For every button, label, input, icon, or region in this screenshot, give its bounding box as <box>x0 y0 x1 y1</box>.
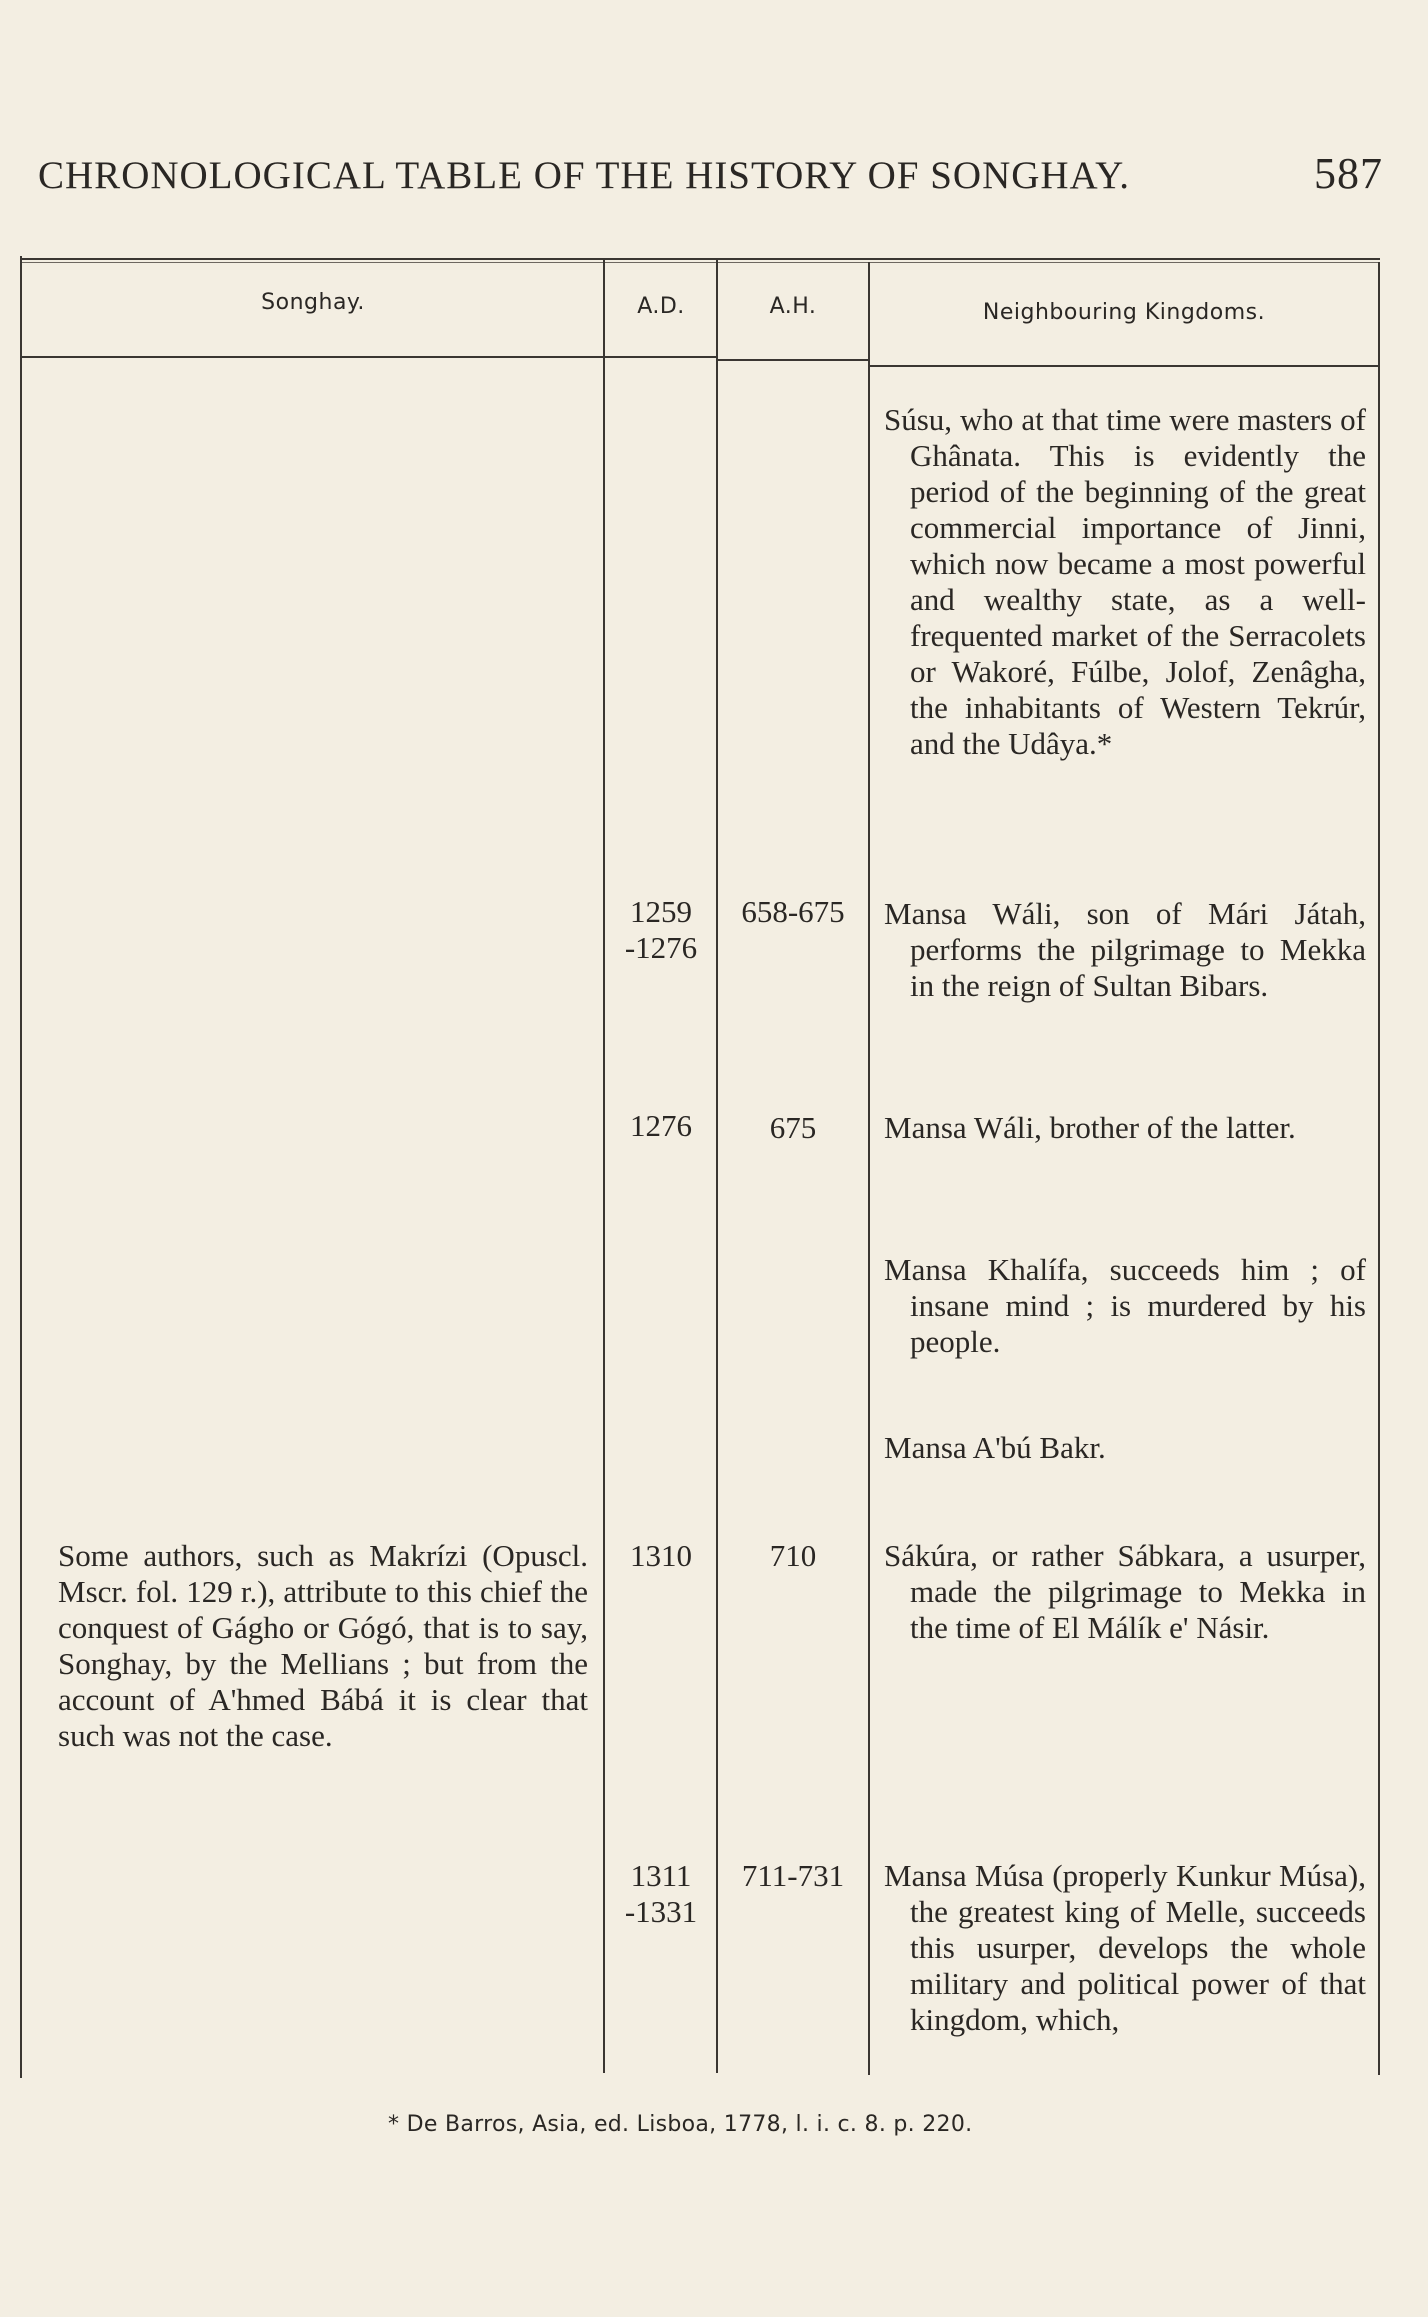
column-header-neighbouring: Neighbouring Kingdoms. <box>982 300 1266 325</box>
column-rule-1 <box>603 260 605 2073</box>
row-6-ad-start: 1311 <box>630 1858 692 1893</box>
row-4-neighbouring: Mansa A'bú Bakr. <box>884 1430 1106 1465</box>
table-top-rule <box>20 258 1380 260</box>
column-rule-left <box>20 256 22 2078</box>
row-5-ad: 1310 <box>630 1538 692 1573</box>
row-5-neighbouring: Sákúra, or rather Sábkara, a usurper, made the pilgrimage to Mekka in the time of El Málík e' Násir. <box>884 1538 1366 1645</box>
column-header-ad: A.D. <box>637 294 685 319</box>
page-number: 587 <box>1314 149 1383 198</box>
column-header-songhay: Songhay. <box>261 290 365 315</box>
row-1-ad-end: -1276 <box>624 930 698 965</box>
row-1-ah: 658-675 <box>741 894 845 929</box>
row-6-neighbouring: Mansa Músa (properly Kunkur Músa), the greatest king of Melle, succeeds this usurper, develops the whole military and political power of that kingdom, which, <box>884 1858 1366 2037</box>
row-6-ad-end: -1331 <box>624 1894 698 1929</box>
column-rule-2 <box>716 260 718 2073</box>
row-2-ah: 675 <box>769 1110 817 1145</box>
row-1-ad <box>606 894 716 966</box>
footnote: * De Barros, Asia, ed. Lisboa, 1778, l. i. c. 8. p. 220. <box>388 2112 973 2137</box>
row-1-neighbouring: Mansa Wáli, son of Mári Játah, performs the pilgrimage to Mekka in the reign of Sultan Bibars. <box>884 896 1366 1003</box>
column-header-ah: A.H. <box>769 294 817 319</box>
header-rule-ad <box>606 356 716 358</box>
row-5-songhay: Some authors, such as Makrízi (Opuscl. Mscr. fol. 129 r.), attribute to this chief the conquest of Gágho or Gógó, that is to say, Songhay, by the Mellians ; but from the account of A'hmed Bábá it is clear that such was not the case. <box>58 1538 588 1753</box>
table-top-rule-thin <box>20 262 1380 263</box>
header-rule-songhay <box>20 356 606 358</box>
row-2-neighbouring: Mansa Wáli, brother of the latter. <box>884 1110 1296 1145</box>
row-1-ad-start: 1259 <box>630 894 692 929</box>
row-3-neighbouring: Mansa Khalífa, succeeds him ; of insane mind ; is murdered by his people. <box>884 1252 1366 1359</box>
header-rule-ah <box>716 359 868 361</box>
column-rule-3 <box>868 262 870 2075</box>
row-0-neighbouring: Súsu, who at that time were masters of Ghânata. This is evidently the period of the beginning of the great commercial importance of Jinni, which now became a most powerful and wealthy state, as a well-frequented market of the Serracolets or Wakoré, Fúlbe, Jolof, Zenâgha, the inhabitants of Western Tekrúr, and the Udâya.* <box>884 402 1366 761</box>
header-rule-neighbouring <box>868 365 1380 367</box>
running-title: CHRONOLOGICAL TABLE OF THE HISTORY OF SONGHAY. <box>38 154 1131 197</box>
row-2-ad: 1276 <box>630 1108 692 1143</box>
row-5-ah: 710 <box>769 1538 817 1573</box>
row-6-ah: 711-731 <box>741 1858 845 1893</box>
row-6-ad <box>606 1858 716 1930</box>
column-rule-right <box>1378 262 1380 2075</box>
